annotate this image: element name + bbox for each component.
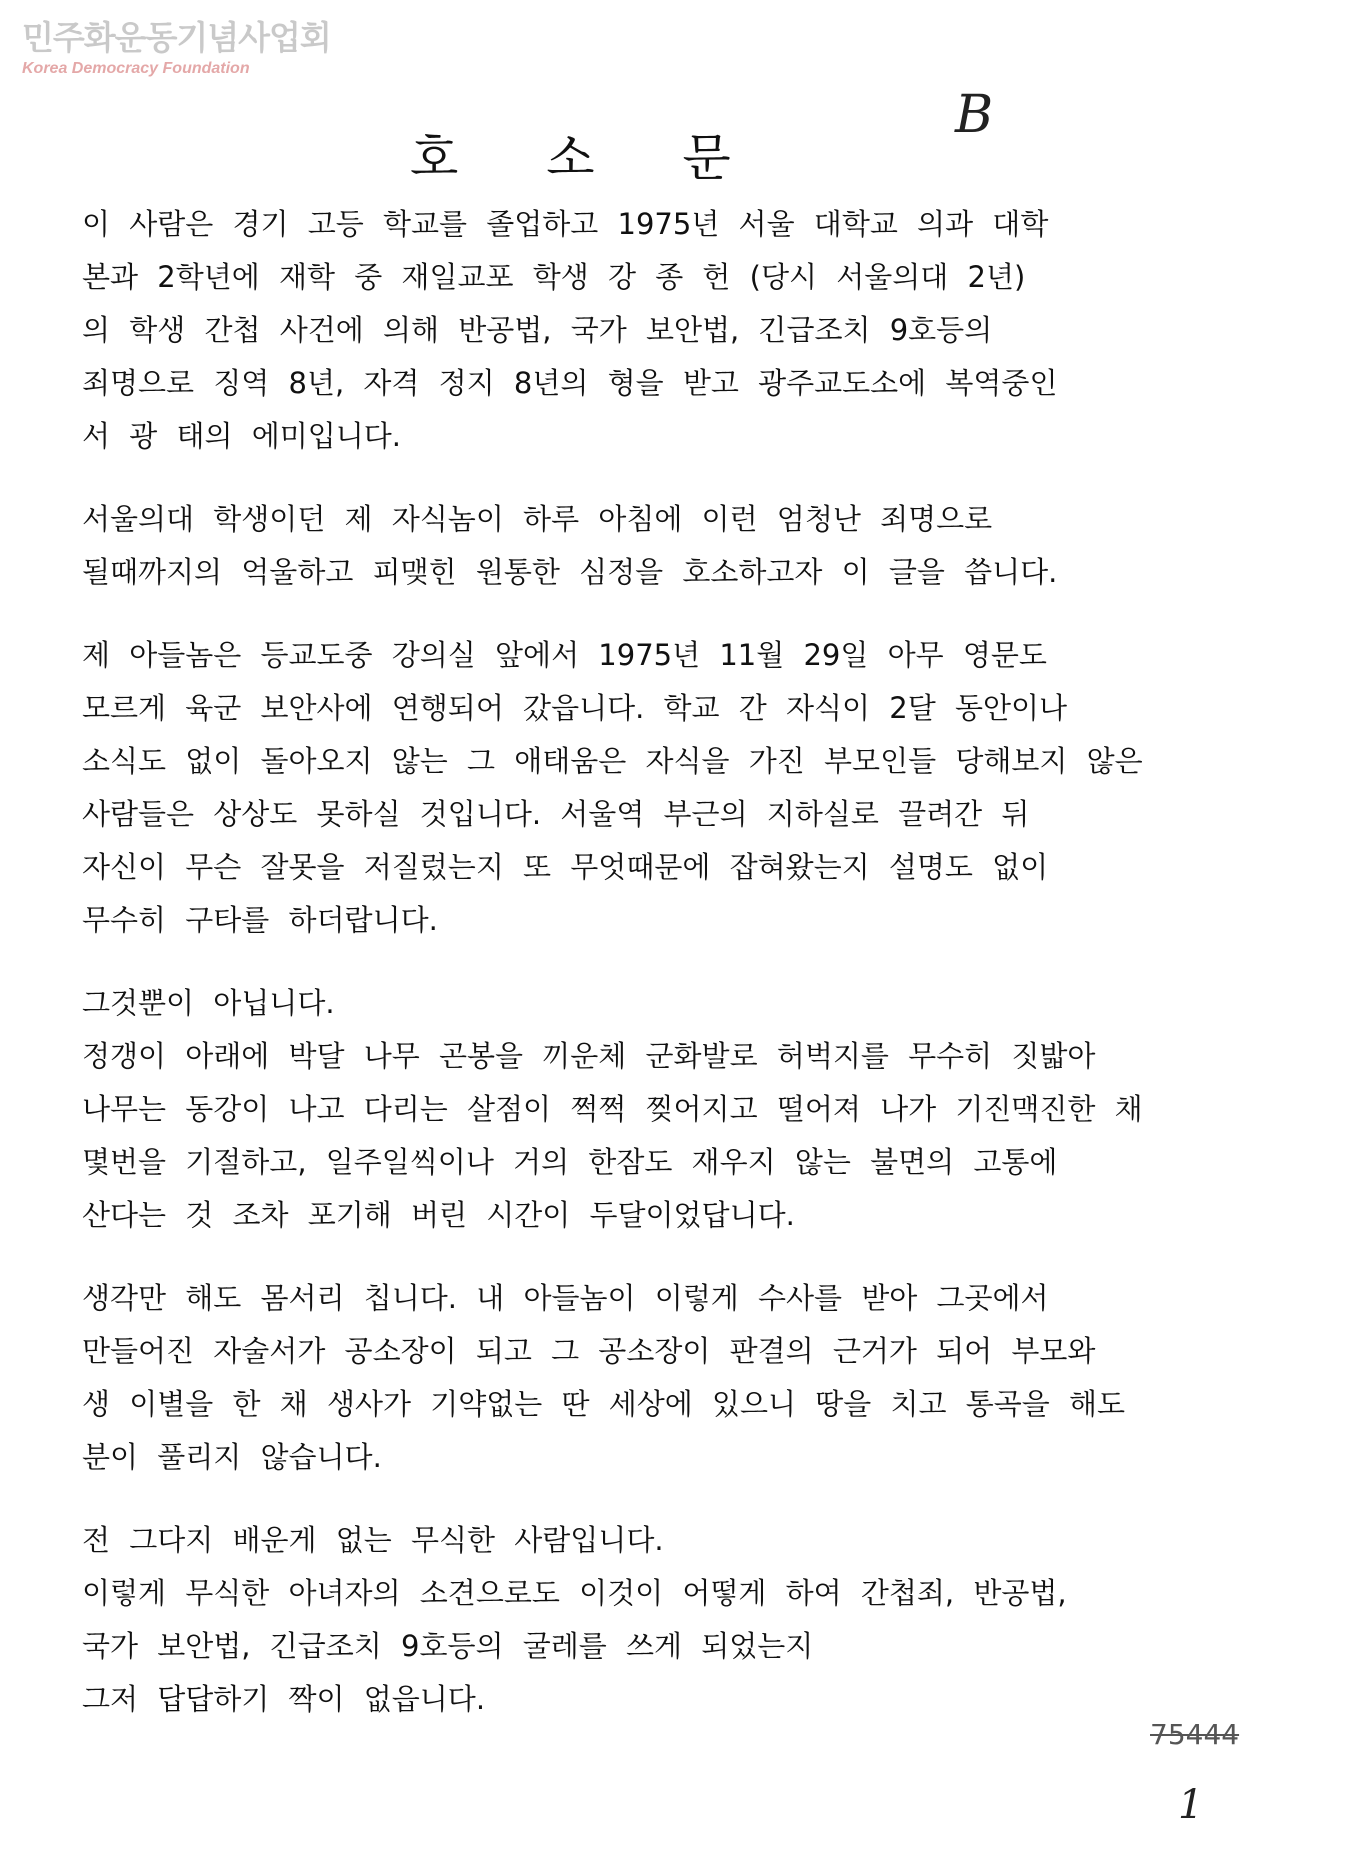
text-line: 의 학생 간첩 사건에 의해 반공법, 국가 보안법, 긴급조치 9호등의 [82,313,993,347]
page-number: 1 [1178,1782,1204,1828]
text-line: 서울의대 학생이던 제 자식놈이 하루 아침에 이런 엄청난 죄명으로 [82,502,993,536]
text-line: 무수히 구타를 하더랍니다. [82,903,438,937]
text-line: 몇번을 기절하고, 일주일씩이나 거의 한잠도 재우지 않는 불면의 고통에 [82,1145,1058,1179]
text-line: 자신이 무슨 잘못을 저질렀는지 또 무엇때문에 잡혀왔는지 설명도 없이 [82,850,1049,884]
text-line: 정갱이 아래에 박달 나무 곤봉을 끼운체 군화발로 허벅지를 무수히 짓밟아 [82,1039,1096,1073]
paragraph [82,1272,1302,1484]
text-line: 이 사람은 경기 고등 학교를 졸업하고 1975년 서울 대학교 의과 대학 [82,207,1049,241]
text-line: 산다는 것 조차 포기해 버린 시간이 두달이었답니다. [82,1198,795,1232]
paragraph [82,1514,1302,1726]
text-line: 분이 풀리지 않습니다. [82,1440,382,1474]
text-line: 모르게 육군 보안사에 연행되어 갔읍니다. 학교 간 자식이 2달 동안이나 [82,691,1068,725]
watermark-korean: 민주화운동기념사업회 [22,18,331,57]
letter-body [82,198,1302,1756]
text-line: 생각만 해도 몸서리 칩니다. 내 아들놈이 이렇게 수사를 받아 그곳에서 [82,1281,1049,1315]
text-line: 사람들은 상상도 못하실 것입니다. 서울역 부근의 지하실로 끌려간 뒤 [82,797,1030,831]
text-line: 될때까지의 억울하고 피맺힌 원통한 심정을 호소하고자 이 글을 씁니다. [82,555,1058,589]
text-line: 나무는 동강이 나고 다리는 살점이 쩍쩍 찢어지고 떨어져 나가 기진맥진한 채 [82,1092,1143,1126]
watermark-logo [22,18,331,78]
text-line: 이렇게 무식한 아녀자의 소견으로도 이것이 어떻게 하여 간첩죄, 반공법, [82,1576,1067,1610]
text-line: 생 이별을 한 채 생사가 기약없는 딴 세상에 있으니 땅을 치고 통곡을 해도 [82,1387,1126,1421]
text-line: 만들어진 자술서가 공소장이 되고 그 공소장이 판결의 근거가 되어 부모와 [82,1334,1096,1368]
text-line: 본과 2학년에 재학 중 재일교포 학생 강 종 헌 (당시 서울의대 2년) [82,260,1026,294]
text-line: 서 광 태의 에미입니다. [82,419,401,453]
paragraph [82,629,1302,947]
paragraph [82,198,1302,463]
handwritten-corner-mark: B [955,85,994,145]
text-line: 그것뿐이 아닙니다. [82,986,335,1020]
paragraph [82,493,1302,599]
document-title: 호 소 문 [410,129,767,187]
text-line: 죄명으로 징역 8년, 자격 정지 8년의 형을 받고 광주교도소에 복역중인 [82,366,1058,400]
paragraph [82,977,1302,1242]
text-line: 그저 답답하기 짝이 없읍니다. [82,1682,486,1716]
text-line: 소식도 없이 돌아오지 않는 그 애태움은 자식을 가진 부모인들 당해보지 않은 [82,744,1143,778]
watermark-english: Korea Democracy Foundation [22,60,250,77]
archive-number: 75444 [1150,1718,1240,1751]
text-line: 제 아들놈은 등교도중 강의실 앞에서 1975년 11월 29일 아무 영문도 [82,638,1047,672]
text-line: 국가 보안법, 긴급조치 9호등의 굴레를 쓰게 되었는지 [82,1629,814,1663]
text-line: 전 그다지 배운게 없는 무식한 사람입니다. [82,1523,664,1557]
